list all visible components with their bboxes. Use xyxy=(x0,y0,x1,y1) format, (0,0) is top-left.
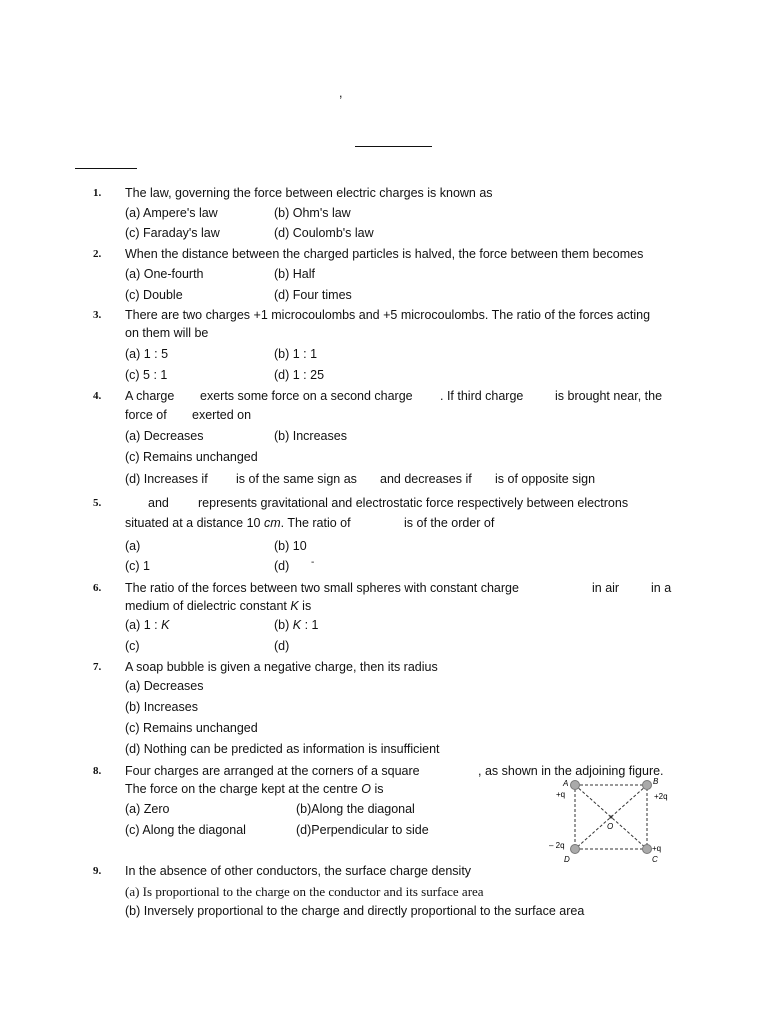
question-text-part: . If third charge xyxy=(440,389,524,403)
option-a: (a) Decreases xyxy=(125,679,204,693)
symbol-o: O xyxy=(361,782,371,796)
question-number: 6. xyxy=(93,582,102,594)
option-c: (c) xyxy=(125,639,140,653)
question-text: When the distance between the charged particles is halved, the force between them becomes xyxy=(125,247,644,261)
option-b: (b)Along the diagonal xyxy=(296,802,415,816)
option-c: (c) Double xyxy=(125,288,183,302)
option-d-part: and decreases if xyxy=(380,472,472,486)
label-d: D xyxy=(564,855,570,864)
option-d-part: is of opposite sign xyxy=(495,472,596,486)
option-d: (d) xyxy=(274,639,290,653)
option-a: (a) Is proportional to the charge on the conductor and its surface area xyxy=(125,884,484,899)
charge-b xyxy=(643,781,652,790)
square-charges-figure xyxy=(545,776,685,866)
question-text-part: is of the order of xyxy=(404,516,495,530)
question-text: A soap bubble is given a negative charge, then its radius xyxy=(125,660,438,674)
option-a: (a) One-fourth xyxy=(125,267,204,281)
option-b: (b) Increases xyxy=(125,700,198,714)
option-d: (d) Nothing can be predicted as information is insufficient xyxy=(125,742,440,756)
option-a: (a) Zero xyxy=(125,802,170,816)
label-a: A xyxy=(563,779,569,788)
option-c: (c) Faraday's law xyxy=(125,226,220,240)
charge-label-c: +q xyxy=(652,844,662,853)
question-text-part: in a xyxy=(651,581,672,595)
question-text: The law, governing the force between electric charges is known as xyxy=(125,186,493,200)
option-c: (c) Remains unchanged xyxy=(125,721,258,735)
section-rule xyxy=(75,168,137,169)
charge-c xyxy=(643,845,652,854)
option-d-part: is of the same sign as xyxy=(236,472,357,486)
option-d: (d) xyxy=(274,559,290,573)
question-text-part: is brought near, the xyxy=(555,389,663,403)
charge-a xyxy=(571,781,580,790)
question-text-part: in air xyxy=(592,581,620,595)
option-c: (c) Remains unchanged xyxy=(125,450,258,464)
option-a: (a) Decreases xyxy=(125,429,204,443)
option-d-part: (d) Increases if xyxy=(125,472,208,486)
text-part: The force on the charge kept at the centre xyxy=(125,782,362,796)
text-part: (b) xyxy=(274,618,293,632)
text-part: is xyxy=(298,599,312,613)
question-text-line2 xyxy=(125,599,311,614)
question-text-part: and xyxy=(148,496,169,510)
center-point xyxy=(610,816,613,819)
option-b: (b) 1 : 1 xyxy=(274,347,318,361)
question-number: 1. xyxy=(93,187,102,199)
label-o: O xyxy=(607,822,614,831)
question-text-part: represents gravitational and electrostatic force respectively between electrons xyxy=(198,496,629,510)
charge-label-a: +q xyxy=(556,790,566,799)
symbol-k: K xyxy=(161,618,170,632)
charge-label-d: – 2q xyxy=(549,841,565,850)
question-text-line2: on them will be xyxy=(125,326,209,340)
text-part: is xyxy=(371,782,384,796)
option-a: (a) xyxy=(125,539,141,553)
unit-cm: cm xyxy=(263,516,281,530)
question-number: 4. xyxy=(93,390,102,402)
question-number: 7. xyxy=(93,661,102,673)
question-text-part: exerted on xyxy=(192,408,252,422)
symbol-k: K xyxy=(290,599,299,613)
option-c: (c) Along the diagonal xyxy=(125,823,246,837)
option-d: (d) Four times xyxy=(274,288,352,302)
question-text-part: exerts some force on a second charge xyxy=(200,389,413,403)
question-number: 5. xyxy=(93,497,102,509)
option-b xyxy=(274,618,318,633)
question-text-line2 xyxy=(125,782,384,797)
text-part: . The ratio of xyxy=(280,516,351,530)
option-b: (b) Half xyxy=(274,267,315,281)
option-c: (c) 5 : 1 xyxy=(125,368,168,382)
question-number: 2. xyxy=(93,248,102,260)
header-rule xyxy=(355,146,432,147)
option-d: (d)Perpendicular to side xyxy=(296,823,429,837)
label-c: C xyxy=(652,855,658,864)
option-a xyxy=(125,618,169,633)
option-b: (b) Increases xyxy=(274,429,347,443)
question-text-part: The ratio of the forces between two small spheres with constant charge xyxy=(125,581,519,595)
question-number: 9. xyxy=(93,865,102,877)
question-number: 3. xyxy=(93,309,102,321)
option-c: (c) 1 xyxy=(125,559,150,573)
option-d-mark: - xyxy=(311,557,315,568)
charge-d xyxy=(571,845,580,854)
label-b: B xyxy=(653,777,659,786)
text-part: (a) 1 : xyxy=(125,618,162,632)
question-text-part: , as shown in the adjoining figure. xyxy=(478,764,664,778)
option-a: (a) Ampere's law xyxy=(125,206,218,220)
text-part: medium of dielectric constant xyxy=(125,599,291,613)
question-text-line2 xyxy=(125,516,351,531)
symbol-k: K xyxy=(292,618,302,632)
option-b: (b) 10 xyxy=(274,539,307,553)
question-text-line1: There are two charges +1 microcoulombs and +5 microcoulombs. The ratio of the forces acting xyxy=(125,308,651,322)
charge-label-b: +2q xyxy=(654,792,668,801)
option-d: (d) Coulomb's law xyxy=(274,226,374,240)
header-comma: , xyxy=(339,86,343,100)
question-text-part: Four charges are arranged at the corners of a square xyxy=(125,764,420,778)
option-d: (d) 1 : 25 xyxy=(274,368,325,382)
option-b: (b) Ohm's law xyxy=(274,206,351,220)
question-text-part: force of xyxy=(125,408,167,422)
option-b: (b) Inversely proportional to the charge and directly proportional to the surface area xyxy=(125,904,585,918)
question-number: 8. xyxy=(93,765,102,777)
question-text: In the absence of other conductors, the surface charge density xyxy=(125,864,472,878)
text-part: situated at a distance 10 xyxy=(125,516,264,530)
question-text-part: A charge xyxy=(125,389,175,403)
text-part: : 1 xyxy=(301,618,319,632)
option-a: (a) 1 : 5 xyxy=(125,347,169,361)
